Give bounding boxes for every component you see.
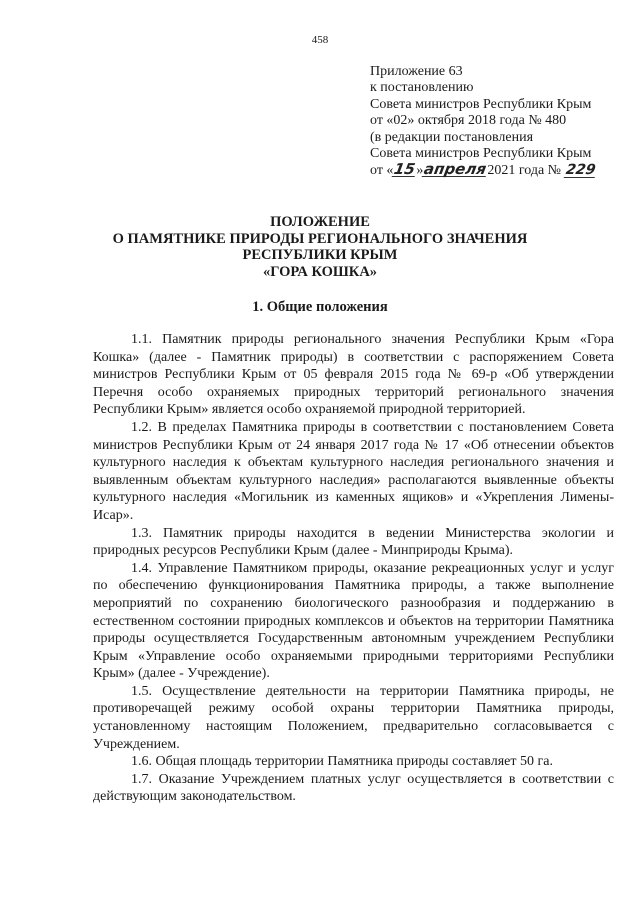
appendix-line: от «02» октября 2018 года № 480	[370, 113, 567, 129]
handwritten-number: 229	[564, 162, 597, 179]
handwritten-month: апреля	[422, 160, 489, 179]
paragraph: 1.7. Оказание Учреждением платных услуг осуществляется в соответствии с действующим законодательством.	[93, 771, 614, 805]
paragraph: 1.6. Общая площадь территории Памятника природы составляет 50 га.	[131, 754, 553, 770]
title-line: РЕСПУБЛИКИ КРЫМ	[242, 247, 398, 263]
appendix-date-line	[370, 162, 632, 179]
document-title	[0, 214, 640, 280]
appendix-line: Приложение 63	[370, 64, 463, 79]
title-line: ПОЛОЖЕНИЕ	[270, 214, 370, 230]
page-number: 458	[311, 34, 329, 46]
document-body	[93, 331, 614, 806]
paragraph: 1.5. Осуществление деятельности на территории Памятника природы, не противоречащей режиму особой охраны территории Памятника природы, установленному настоящим Положением, предварительно согласовывается с Учреждением.	[93, 683, 614, 752]
appendix-date-prefix: от «	[370, 163, 394, 179]
appendix-line: к постановлению	[370, 80, 474, 96]
appendix-line: Совета министров Республики Крым	[370, 146, 592, 162]
paragraph: 1.3. Памятник природы находится в ведении Министерства экологии и природных ресурсов Республики Крым (далее - Минприроды Крыма).	[93, 525, 614, 559]
appendix-line: (в редакции постановления	[370, 129, 534, 145]
paragraph: 1.4. Управление Памятником природы, оказание рекреационных услуг и услуг по обеспечению функционирования Памятника природы, а также выполнение мероприятий по сохранению биологического разнообразия и поддержанию в естественном состоянии природных комплексов и объектов на территории Памятника природы осуществляется Государственным автономным учреждением Республики Крым «Управление особо охраняемыми природными территориями Республики Крым» (далее - Учреждение).	[93, 560, 614, 682]
section-heading: 1. Общие положения	[252, 299, 388, 315]
appendix-block	[370, 64, 632, 180]
paragraph: 1.2. В пределах Памятника природы в соответствии с постановлением Совета министров Республики Крым от 24 января 2017 года № 17 «Об отнесении объектов культурного наследия к объектам культурного наследия регионального значения и выявленным объектам культурного наследия» располагаются выявленные объекты культурного наследия «Могильник из каменных ящиков» и «Укрепления Лимены-Исар».	[93, 419, 614, 523]
appendix-date-sep: »	[416, 163, 424, 179]
paragraph: 1.1. Памятник природы регионального значения Республики Крым «Гора Кошка» (далее - Памятник природы) в соответствии с распоряжением Совета министров Республики Крым от 05 февраля 2015 года № 69-р «Об утверждении Перечня особо охраняемых природных территорий регионального значения Республики Крым» является особо охраняемой природной территорией.	[93, 332, 614, 418]
appendix-year-text: 2021 года №	[487, 163, 565, 179]
title-line: «ГОРА КОШКА»	[262, 263, 378, 280]
appendix-line: Совета министров Республики Крым	[370, 96, 592, 112]
title-line: О ПАМЯТНИКЕ ПРИРОДЫ РЕГИОНАЛЬНОГО ЗНАЧЕНИЯ	[112, 230, 528, 247]
handwritten-day: 15	[392, 160, 417, 179]
